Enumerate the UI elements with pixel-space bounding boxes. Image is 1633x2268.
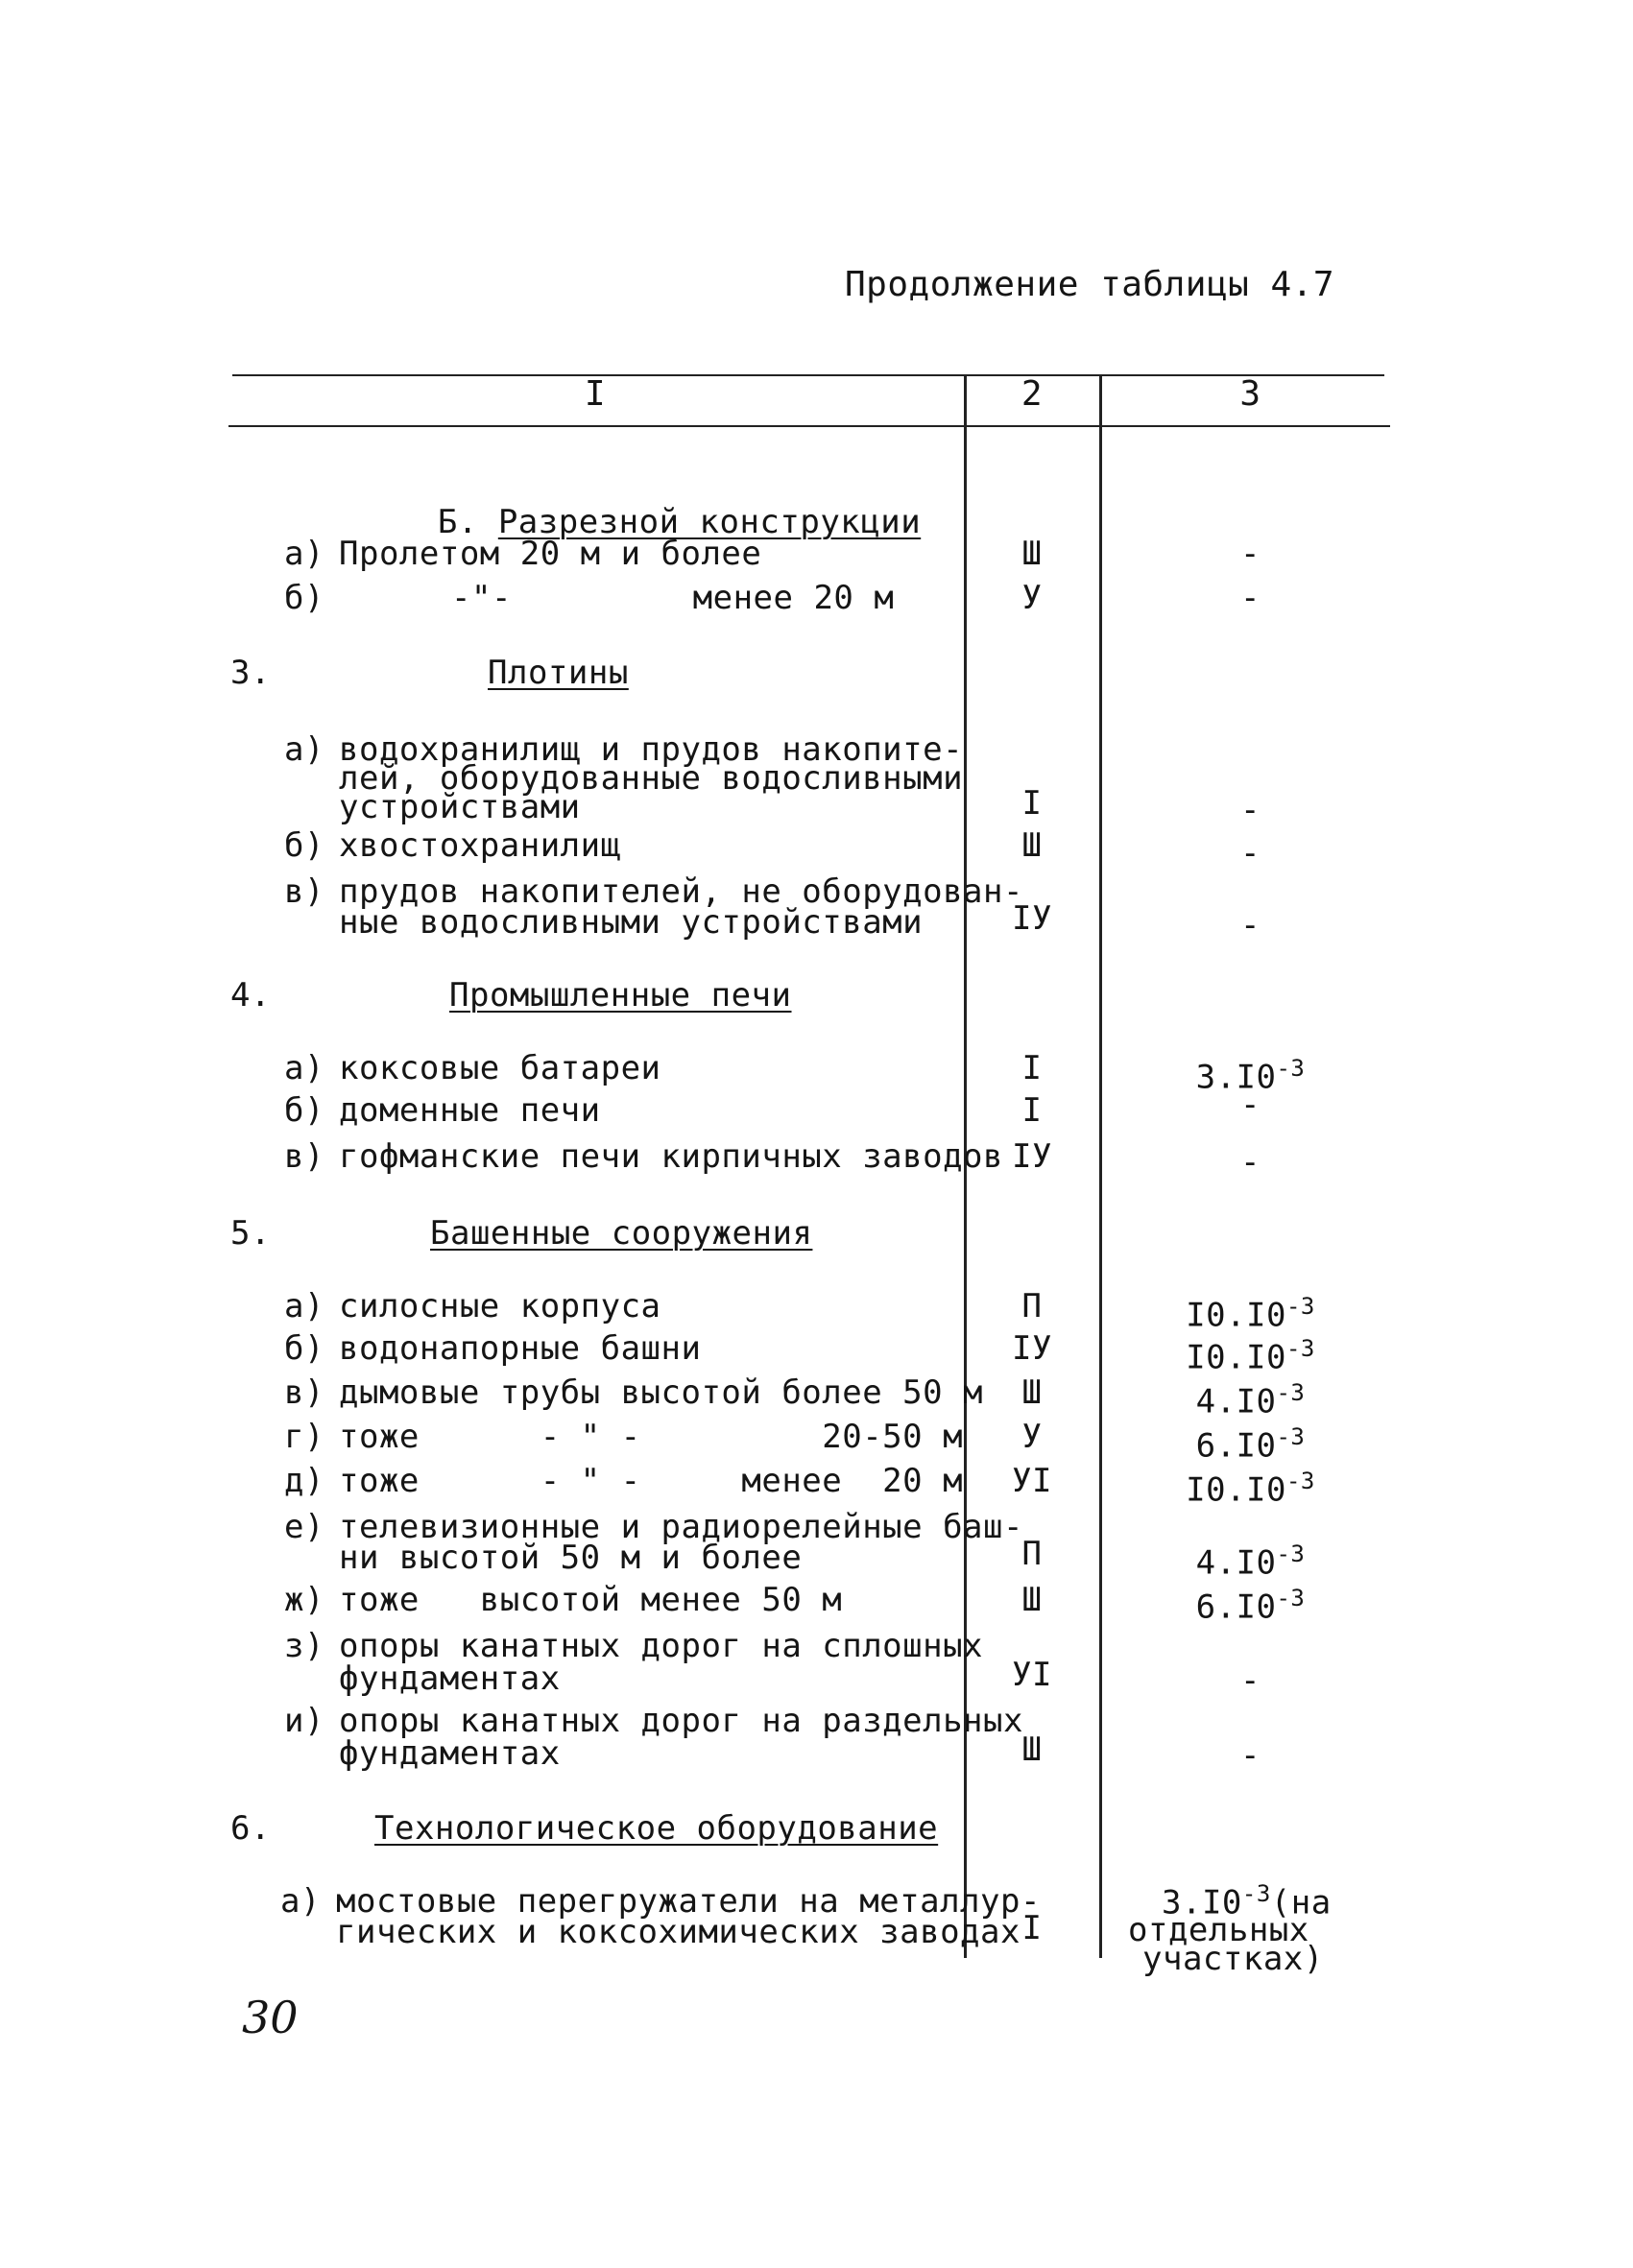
row-marker: б) — [284, 579, 324, 617]
row-category: I — [1021, 1091, 1043, 1130]
row-value — [1104, 1288, 1397, 1333]
row-category: Ш — [1021, 1373, 1043, 1412]
value-exponent: -3 — [1285, 1335, 1315, 1362]
row-value: - — [1240, 906, 1261, 944]
row-category: УI — [1012, 1462, 1052, 1500]
row-marker: б) — [284, 826, 324, 865]
row-category: IУ — [1012, 899, 1052, 938]
value-exponent: -3 — [1276, 1055, 1306, 1082]
row-value: - — [1240, 579, 1261, 617]
value-mantissa: 4.I0 — [1195, 1543, 1277, 1583]
row-description: силосные корпуса — [339, 1287, 661, 1325]
row-description-line3: устройствами — [339, 788, 581, 826]
value-mantissa: 6.I0 — [1195, 1426, 1277, 1466]
row-category: IУ — [1012, 1329, 1052, 1368]
row-category: I — [1021, 784, 1043, 823]
value-exponent: -3 — [1241, 1880, 1271, 1907]
table-header-rule — [228, 425, 1390, 427]
row-description: Пролетом 20 м и более — [339, 535, 762, 573]
section-number: 4. — [230, 976, 271, 1015]
value-exponent: -3 — [1276, 1423, 1306, 1450]
row-category: IУ — [1012, 1137, 1052, 1176]
value-exponent: -3 — [1276, 1585, 1306, 1611]
row-category: П — [1021, 1287, 1043, 1325]
value-exponent: -3 — [1276, 1379, 1306, 1406]
row-value: - — [1240, 1086, 1261, 1124]
row-description: тоже высотой менее 50 м — [339, 1581, 843, 1619]
value-exponent: -3 — [1276, 1540, 1306, 1567]
section-title: Промышленные печи — [449, 976, 792, 1015]
value-exponent: -3 — [1285, 1293, 1315, 1320]
row-marker: в) — [284, 1137, 324, 1176]
row-description-line1: опоры канатных дорог на сплошных — [339, 1627, 984, 1665]
table-caption: Продолжение таблицы 4.7 — [845, 265, 1334, 304]
value-mantissa: I0.I0 — [1186, 1296, 1286, 1335]
column-header-3: 3 — [1239, 374, 1261, 414]
row-description-line1: телевизионные и радиорелейные баш- — [339, 1508, 1023, 1546]
value-note-open: (на — [1270, 1883, 1332, 1922]
row-description: тоже - " - 20-50 м — [339, 1418, 964, 1456]
row-value: - — [1240, 1143, 1261, 1182]
row-category: П — [1021, 1535, 1043, 1573]
row-category: Ш — [1021, 1731, 1043, 1769]
column-header-2: 2 — [1021, 374, 1044, 414]
row-value — [1104, 1580, 1397, 1625]
row-description-line1: опоры канатных дорог на раздельных — [339, 1702, 1023, 1740]
row-description: тоже - " - менее 20 м — [339, 1462, 964, 1500]
row-marker: а) — [284, 535, 324, 573]
row-description: коксовые батареи — [339, 1049, 661, 1087]
row-value-line3: участках) — [1142, 1940, 1324, 1978]
row-value: - — [1240, 1661, 1261, 1700]
subsection-prefix: Б. — [437, 503, 498, 541]
value-mantissa: 4.I0 — [1195, 1382, 1277, 1421]
row-value — [1104, 1419, 1397, 1464]
row-value — [1104, 1536, 1397, 1581]
row-value-line2: отдельных — [1128, 1911, 1309, 1949]
row-description-line2: фундаментах — [339, 1659, 561, 1698]
row-marker: а) — [284, 1287, 324, 1325]
row-description: гофманские печи кирпичных заводов — [339, 1137, 1004, 1176]
value-mantissa: 6.I0 — [1195, 1588, 1277, 1627]
row-value — [1104, 1374, 1397, 1420]
column-header-1: I — [584, 374, 607, 414]
row-marker: а) — [284, 1049, 324, 1087]
value-mantissa: 3.I0 — [1195, 1058, 1277, 1097]
row-marker: д) — [284, 1462, 324, 1500]
row-description-line2: ные водосливными устройствами — [339, 903, 924, 942]
subsection-title: Разрезной конструкции — [497, 503, 922, 541]
value-exponent: -3 — [1285, 1468, 1315, 1494]
row-marker: и) — [284, 1702, 324, 1740]
row-marker: з) — [284, 1627, 324, 1665]
page-number: 30 — [242, 1992, 299, 2043]
row-marker: в) — [284, 1373, 324, 1412]
section-number: 5. — [230, 1214, 271, 1253]
row-category: Ш — [1021, 826, 1043, 865]
row-value: - — [1240, 1736, 1261, 1775]
row-category: I — [1021, 1049, 1043, 1087]
section-number: 6. — [230, 1809, 271, 1848]
row-description: дымовые трубы высотой более 50 м — [339, 1373, 984, 1412]
row-marker: а) — [280, 1882, 321, 1921]
row-description: хвостохранилищ — [339, 826, 621, 865]
row-category: Ш — [1021, 1581, 1043, 1619]
section-number: 3. — [230, 654, 271, 692]
row-description: водонапорные башни — [339, 1329, 702, 1368]
row-marker: а) — [284, 730, 324, 769]
section-title: Башенные сооружения — [430, 1214, 813, 1253]
row-description: -"- менее 20 м — [451, 579, 895, 617]
value-mantissa: I0.I0 — [1186, 1338, 1286, 1377]
row-description-line2: фундаментах — [339, 1734, 561, 1773]
row-category: УI — [1012, 1656, 1052, 1694]
row-description-line2: лей, оборудованные водосливными — [339, 759, 964, 798]
row-marker: ж) — [284, 1581, 324, 1619]
row-description: доменные печи — [339, 1091, 601, 1130]
row-marker: г) — [284, 1418, 324, 1456]
row-marker: б) — [284, 1091, 324, 1130]
section-title: Технологическое оборудование — [374, 1809, 939, 1848]
section-title: Плотины — [488, 654, 629, 692]
column-divider-2 — [1099, 374, 1102, 1958]
row-value — [1104, 1463, 1397, 1508]
row-description-line2: гических и коксохимических заводах — [336, 1913, 1021, 1951]
row-value: - — [1240, 834, 1261, 872]
row-value: - — [1240, 791, 1261, 829]
row-description-line1: прудов накопителей, не оборудован- — [339, 872, 1023, 911]
value-mantissa: I0.I0 — [1186, 1470, 1286, 1510]
row-description-line1: мостовые перегружатели на металлур- — [336, 1882, 1041, 1921]
row-marker: б) — [284, 1329, 324, 1368]
row-marker: е) — [284, 1508, 324, 1546]
row-category: Ш — [1021, 535, 1043, 573]
row-marker: в) — [284, 872, 324, 911]
row-category: У — [1021, 1418, 1043, 1456]
row-category: У — [1021, 579, 1043, 617]
row-description-line1: водохранилищ и прудов накопите- — [339, 730, 964, 769]
row-value: - — [1240, 535, 1261, 573]
row-description-line2: ни высотой 50 м и более — [339, 1539, 803, 1577]
row-value — [1104, 1330, 1397, 1375]
value-mantissa: 3.I0 — [1162, 1883, 1242, 1922]
row-category: I — [1021, 1909, 1043, 1947]
